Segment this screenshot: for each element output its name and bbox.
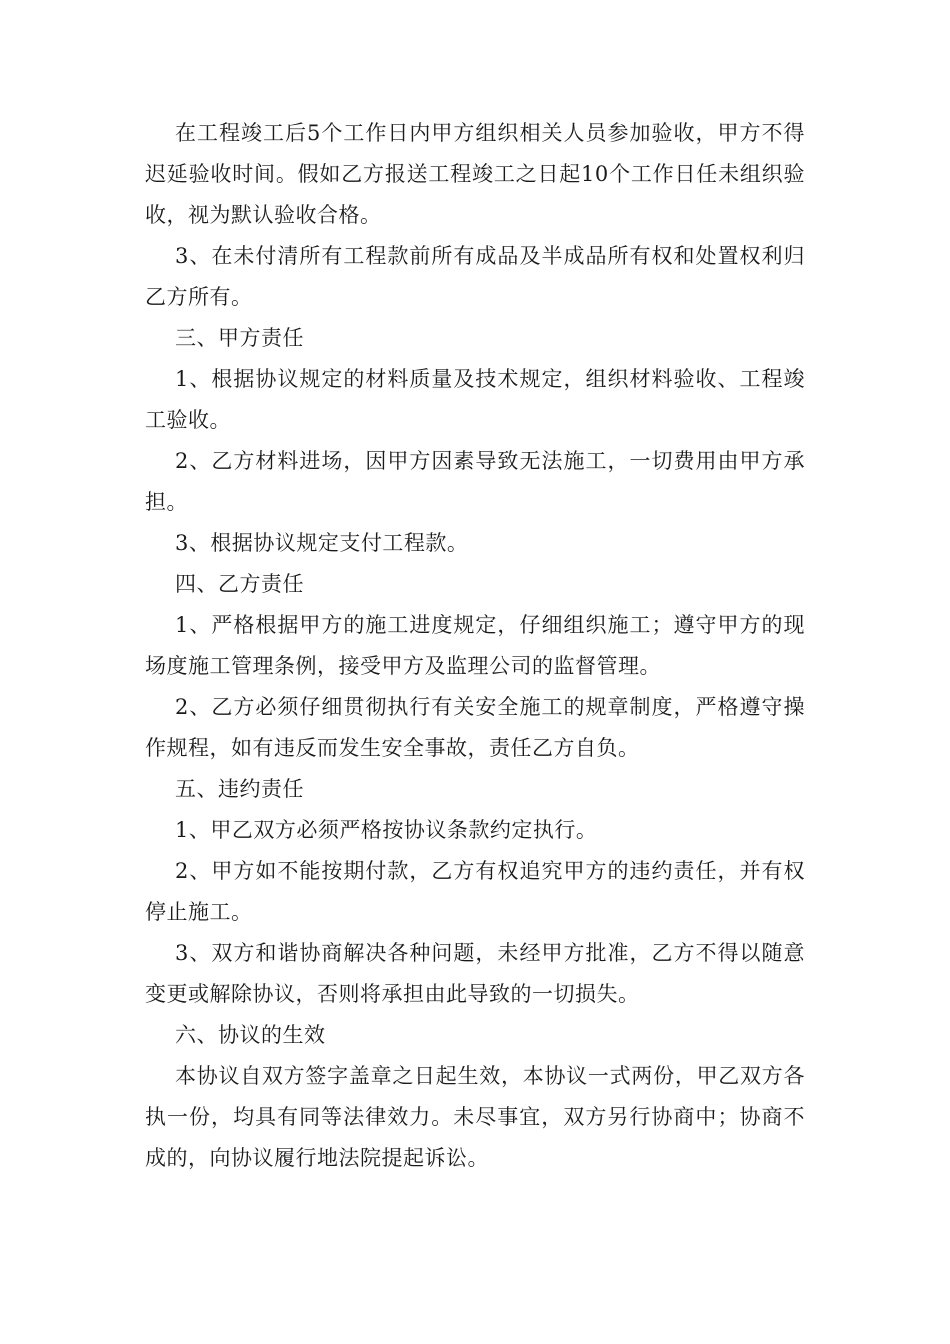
section-heading-breach: 五、违约责任 (175, 777, 304, 801)
paragraph-breach-3: 3、双方和谐协商解决各种问题，未经甲方批准，乙方不得以随意变更或解除协议，否则将承担由此导致的一切损失。 (145, 941, 805, 1006)
paragraph-breach-1: 1、甲乙双方必须严格按协议条款约定执行。 (175, 818, 598, 842)
section-heading-party-b: 四、乙方责任 (175, 572, 304, 596)
paragraph-effect: 本协议自双方签字盖章之日起生效，本协议一式两份，甲乙双方各执一份，均具有同等法律效力。未尽事宜，双方另行协商中；协商不成的，向协议履行地法院提起诉讼。 (145, 1064, 805, 1170)
paragraph-party-b-2: 2、乙方必须仔细贯彻执行有关安全施工的规章制度，严格遵守操作规程，如有违反而发生安全事故，责任乙方自负。 (145, 695, 805, 760)
paragraph-ownership: 3、在未付清所有工程款前所有成品及半成品所有权和处置权利归乙方所有。 (145, 244, 805, 309)
section-heading-party-a: 三、甲方责任 (175, 326, 304, 350)
paragraph-breach-2: 2、甲方如不能按期付款，乙方有权追究甲方的违约责任，并有权停止施工。 (145, 859, 805, 924)
document-body (145, 113, 805, 1179)
paragraph-acceptance: 在工程竣工后5个工作日内甲方组织相关人员参加验收，甲方不得迟延验收时间。假如乙方报送工程竣工之日起10个工作日任未组织验收，视为默认验收合格。 (145, 121, 805, 227)
paragraph-party-a-3: 3、根据协议规定支付工程款。 (175, 531, 469, 555)
paragraph-party-b-1: 1、严格根据甲方的施工进度规定，仔细组织施工；遵守甲方的现场度施工管理条例，接受甲方及监理公司的监督管理。 (145, 613, 805, 678)
paragraph-party-a-1: 1、根据协议规定的材料质量及技术规定，组织材料验收、工程竣工验收。 (145, 367, 805, 432)
section-heading-effect: 六、协议的生效 (175, 1023, 326, 1047)
paragraph-party-a-2: 2、乙方材料进场，因甲方因素导致无法施工，一切费用由甲方承担。 (145, 449, 805, 514)
